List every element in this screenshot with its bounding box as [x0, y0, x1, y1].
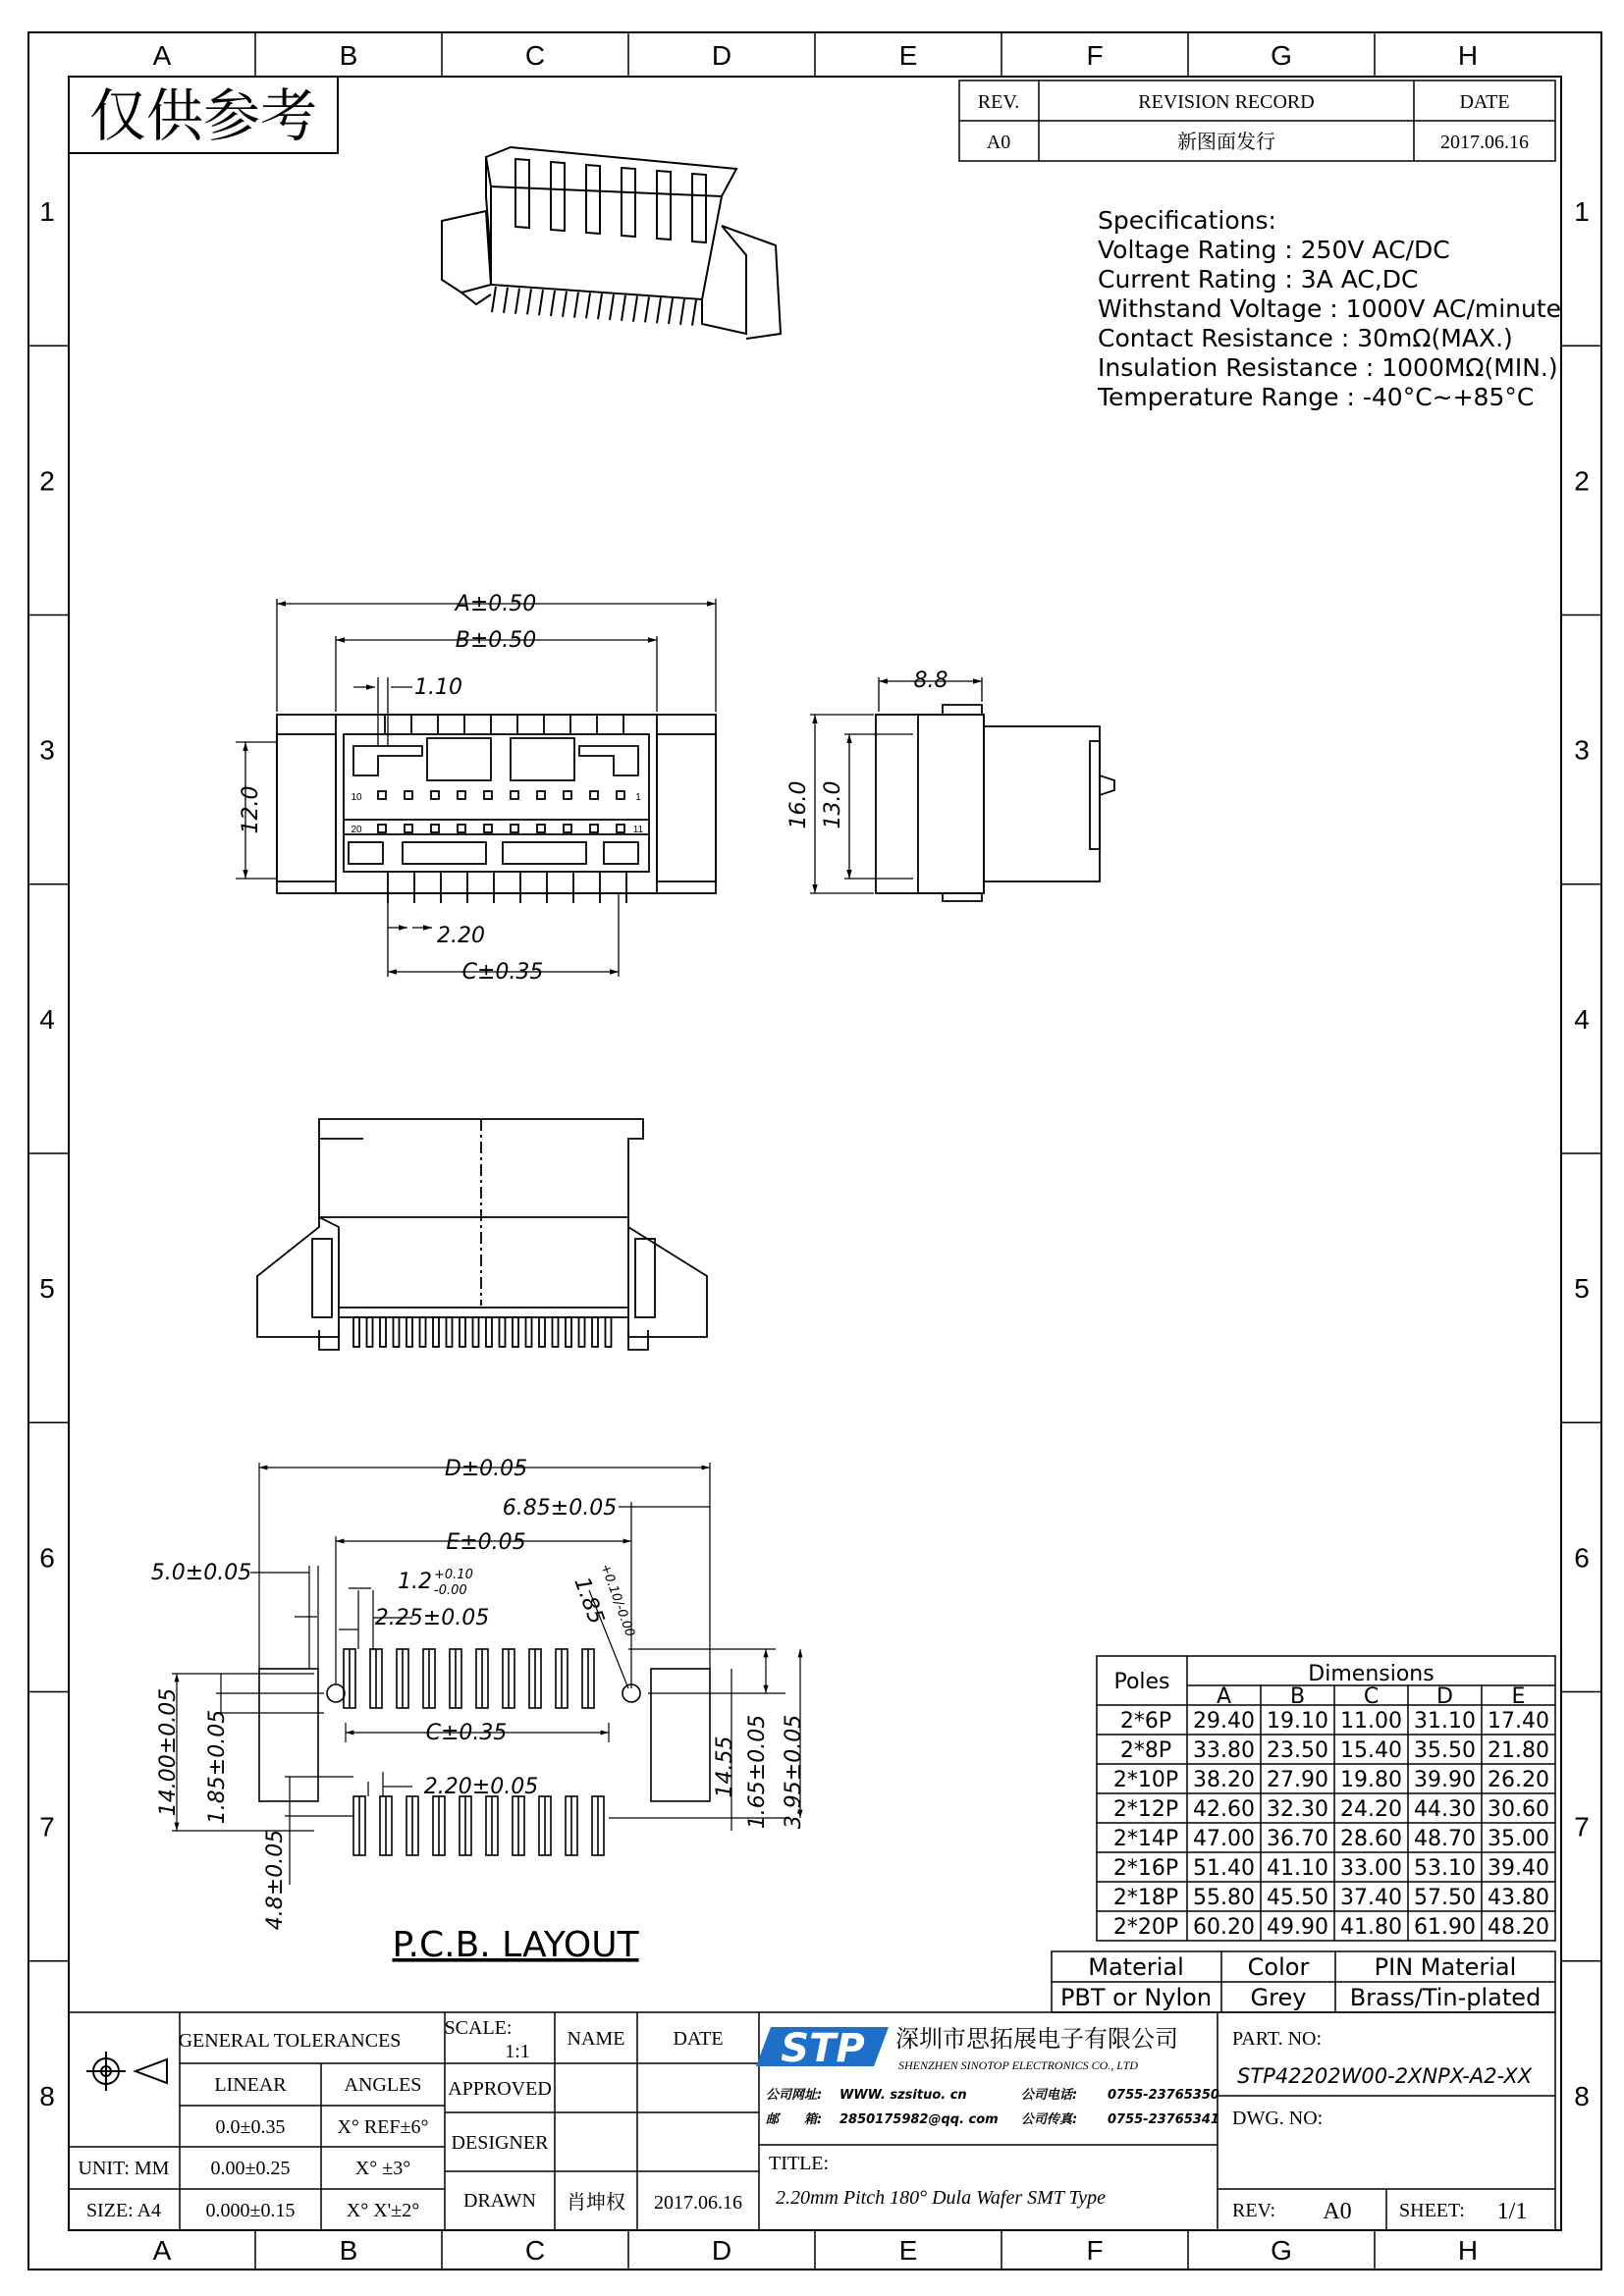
iso-pin — [539, 290, 543, 315]
material-header: Material — [1088, 1953, 1184, 1981]
angle-tol-2: X° ±3° — [354, 2158, 411, 2179]
iso-pin — [610, 294, 614, 320]
dim-cell: 19.80 — [1340, 1768, 1402, 1792]
dim-cell: 30.60 — [1488, 1797, 1549, 1822]
iso-slot — [551, 162, 565, 231]
bottom-pin — [486, 1317, 492, 1347]
dim-d: D±0.05 — [444, 1457, 528, 1481]
dim-cell: 35.50 — [1414, 1738, 1476, 1763]
dim-pitch: 2.20 — [437, 924, 485, 948]
pin-material-header: PIN Material — [1374, 1953, 1517, 1981]
rev-value-tb: A0 — [1323, 2199, 1352, 2224]
revision-record-header: REVISION RECORD — [1138, 91, 1315, 113]
dim-cell: 48.70 — [1414, 1827, 1476, 1851]
poles-cell: 2*18P — [1112, 1886, 1179, 1910]
angles-label: ANGLES — [344, 2074, 422, 2096]
pcb-layout — [259, 1649, 710, 1855]
dim-cell: 17.40 — [1488, 1709, 1549, 1734]
dim-c-top: C±0.35 — [461, 960, 544, 985]
iso-pin — [692, 300, 696, 326]
rev-value: A0 — [986, 132, 1011, 153]
front-contact — [511, 791, 518, 799]
spec-title: Specifications: — [1098, 206, 1276, 235]
dim-cell: 15.40 — [1340, 1738, 1402, 1763]
front-contact — [564, 825, 571, 832]
front-contact — [484, 825, 492, 832]
color-header: Color — [1247, 1953, 1310, 1981]
dim-cell: 21.80 — [1488, 1738, 1549, 1763]
angle-tol-1: X° REF±6° — [337, 2116, 429, 2138]
poles-header: Poles — [1113, 1670, 1170, 1694]
title-label: TITLE: — [769, 2153, 830, 2174]
front-key — [403, 842, 486, 864]
front-contact — [511, 825, 518, 832]
poles-cell: 2*8P — [1119, 1738, 1172, 1763]
front-dimensions — [236, 599, 716, 977]
dim-cell: 41.80 — [1340, 1915, 1402, 1940]
designer-label: DESIGNER — [451, 2132, 549, 2154]
dim-cell: 28.60 — [1340, 1827, 1402, 1851]
front-contact — [378, 791, 386, 799]
zone-row-label: 7 — [1574, 1811, 1590, 1842]
dim-6-85: 6.85±0.05 — [502, 1496, 618, 1521]
dim-4-8: 4.8±0.05 — [263, 1829, 288, 1931]
dim-14-00: 14.00±0.05 — [156, 1687, 181, 1817]
bottom-pin — [539, 1317, 545, 1347]
dim-cell: 29.40 — [1193, 1709, 1255, 1734]
iso-pin — [527, 289, 531, 314]
dim-3-95: 3.95±0.05 — [782, 1714, 806, 1830]
dwg-no-label: DWG. NO: — [1232, 2108, 1324, 2129]
drawn-label: DRAWN — [463, 2190, 536, 2212]
iso-slot — [692, 174, 706, 242]
iso-pin — [645, 296, 649, 322]
sheet-label: SHEET: — [1399, 2200, 1465, 2221]
name-header: NAME — [567, 2028, 625, 2050]
dim-height-13: 13.0 — [821, 780, 845, 829]
isometric-view — [442, 147, 781, 339]
iso-slot — [622, 168, 635, 237]
company-logo — [756, 2026, 889, 2071]
dim-cell: 27.90 — [1267, 1768, 1328, 1792]
zone-col-label: G — [1271, 2235, 1292, 2266]
bottom-pin — [592, 1317, 598, 1347]
iso-pin — [633, 296, 637, 322]
zone-col-label: D — [711, 40, 732, 71]
iso-pin — [574, 293, 578, 318]
pin-label-10: 10 — [351, 792, 362, 803]
dim-cell: 61.90 — [1414, 1915, 1476, 1940]
zone-col-label: D — [711, 2235, 732, 2266]
dim-cell: 55.80 — [1193, 1886, 1255, 1910]
dim-height-16: 16.0 — [786, 780, 811, 829]
dim-cell: 35.00 — [1488, 1827, 1549, 1851]
dim-cell: 47.00 — [1193, 1827, 1255, 1851]
bottom-pin — [433, 1317, 439, 1347]
dim-c-pcb: C±0.35 — [425, 1721, 508, 1745]
spec-withstand: Withstand Voltage : 1000V AC/minute — [1098, 294, 1562, 323]
dim-cell: 19.10 — [1267, 1709, 1328, 1734]
zone-col-label: E — [898, 40, 918, 71]
dim-1-85-diag: 1.85 — [568, 1574, 609, 1629]
front-contact — [564, 791, 571, 799]
dimensions-header: Dimensions — [1308, 1662, 1435, 1686]
pin-label-20: 20 — [351, 825, 362, 835]
dim-width-8-8: 8.8 — [913, 668, 948, 693]
dim-col-header: B — [1289, 1684, 1306, 1709]
tel-label: 公司电话: — [1021, 2088, 1078, 2103]
zone-col-label: C — [524, 40, 546, 71]
zone-col-label: G — [1271, 40, 1292, 71]
size-label: SIZE: A4 — [85, 2200, 162, 2221]
dim-5-0: 5.0±0.05 — [150, 1561, 252, 1585]
front-contact — [405, 825, 412, 832]
front-key — [503, 842, 586, 864]
zone-row-label: 1 — [39, 196, 55, 228]
front-contact — [431, 825, 439, 832]
scale-label: SCALE: — [444, 2017, 513, 2039]
front-contact — [431, 791, 439, 799]
dim-cell: 39.40 — [1488, 1856, 1549, 1881]
front-key — [604, 842, 638, 864]
dim-2-25: 2.25±0.05 — [374, 1606, 490, 1630]
bottom-pin — [513, 1317, 518, 1347]
front-view — [277, 715, 716, 903]
dim-cell: 49.90 — [1267, 1915, 1328, 1940]
dim-cell: 41.10 — [1267, 1856, 1328, 1881]
spec-contact: Contact Resistance : 30mΩ(MAX.) — [1098, 324, 1513, 352]
zone-col-label: B — [339, 40, 358, 71]
iso-pin — [551, 291, 555, 316]
dim-cell: 11.00 — [1340, 1709, 1402, 1734]
zone-col-label: F — [1086, 2235, 1104, 2266]
fax-value: 0755-23765341 — [1108, 2112, 1219, 2127]
drawn-name: 肖坤权 — [567, 2190, 625, 2214]
approved-label: APPROVED — [448, 2078, 552, 2100]
web-value: WWW. szsituo. cn — [839, 2088, 967, 2103]
zone-row-label: 7 — [39, 1811, 55, 1842]
part-no-value: STP42202W00-2XNPX-A2-XX — [1237, 2064, 1533, 2088]
front-contact — [405, 791, 412, 799]
scale-value: 1:1 — [505, 2041, 530, 2062]
front-contact — [617, 791, 624, 799]
dim-col-header: A — [1216, 1684, 1232, 1709]
iso-pin — [598, 294, 602, 319]
poles-cell: 2*6P — [1119, 1709, 1172, 1734]
iso-slot — [657, 171, 671, 240]
bottom-pin — [447, 1317, 453, 1347]
zone-row-label: 5 — [1574, 1273, 1590, 1305]
front-contact — [458, 825, 465, 832]
rev-header: REV. — [977, 91, 1020, 113]
dim-cell: 24.20 — [1340, 1797, 1402, 1822]
zone-row-label: 1 — [1574, 196, 1590, 228]
bottom-pin — [566, 1317, 571, 1347]
angle-tol-3: X° X'±2° — [346, 2200, 420, 2221]
dim-cell: 44.30 — [1414, 1797, 1476, 1822]
material-value: PBT or Nylon — [1059, 1984, 1213, 2011]
bottom-pin — [553, 1317, 559, 1347]
poles-cell: 2*14P — [1112, 1827, 1179, 1851]
dim-cell: 48.20 — [1488, 1915, 1549, 1940]
dim-height-12: 12.0 — [239, 785, 263, 834]
date-header-tb: DATE — [673, 2028, 724, 2050]
title-value: 2.20mm Pitch 180° Dula Wafer SMT Type — [776, 2187, 1106, 2209]
iso-pin — [669, 298, 673, 324]
zone-row-label: 2 — [1574, 465, 1590, 497]
iso-pin — [622, 295, 625, 321]
zone-row-label: 8 — [1574, 2080, 1590, 2111]
company-name-cn: 深圳市思拓展电子有限公司 — [895, 2025, 1178, 2053]
dim-1-2-tol-up: +0.10 — [434, 1568, 473, 1582]
dim-2-20: 2.20±0.05 — [423, 1775, 539, 1799]
dim-cell: 43.80 — [1488, 1886, 1549, 1910]
dim-cell: 38.20 — [1193, 1768, 1255, 1792]
front-key — [349, 842, 383, 864]
linear-tol-2: 0.00±0.25 — [210, 2158, 291, 2179]
front-contact — [590, 791, 598, 799]
spec-voltage: Voltage Rating : 250V AC/DC — [1098, 236, 1450, 264]
dim-cell: 31.10 — [1414, 1709, 1476, 1734]
linear-tol-1: 0.0±0.35 — [215, 2116, 286, 2138]
tel-value: 0755-23765350 — [1108, 2088, 1219, 2103]
dim-1-85-diag-tol: +0.10/-0.00 — [597, 1562, 637, 1639]
front-contact — [590, 825, 598, 832]
poles-cell: 2*16P — [1112, 1856, 1179, 1881]
dim-e: E±0.05 — [446, 1530, 526, 1555]
sheet-value: 1/1 — [1496, 2199, 1528, 2224]
dim-b: B±0.50 — [455, 628, 537, 653]
bottom-pin — [606, 1317, 612, 1347]
poles-cell: 2*12P — [1112, 1797, 1179, 1822]
zone-col-label: B — [339, 2235, 358, 2266]
watermark-text: 仅供参考 — [88, 82, 318, 149]
dim-cell: 36.70 — [1267, 1827, 1328, 1851]
fax-label: 公司传真: — [1021, 2112, 1078, 2127]
iso-pin — [586, 293, 590, 318]
zone-row-label: 4 — [39, 1003, 55, 1035]
dim-cell: 23.50 — [1267, 1738, 1328, 1763]
logo-text: STP — [781, 2026, 865, 2071]
revision-date-value: 2017.06.16 — [1440, 132, 1529, 153]
dim-col-header: D — [1436, 1684, 1453, 1709]
dim-pitch-top: 1.10 — [414, 675, 462, 700]
dim-cell: 51.40 — [1193, 1856, 1255, 1881]
drawn-date: 2017.06.16 — [654, 2192, 742, 2214]
bottom-pin — [526, 1317, 532, 1347]
dim-cell: 26.20 — [1488, 1768, 1549, 1792]
dim-1-2: 1.2 — [398, 1570, 432, 1594]
spec-temperature: Temperature Range : -40°C~+85°C — [1098, 383, 1535, 411]
iso-slot — [586, 165, 600, 234]
zone-col-label: H — [1457, 2235, 1479, 2266]
zone-col-label: E — [898, 2235, 918, 2266]
poles-cell: 2*20P — [1112, 1915, 1179, 1940]
web-label: 公司网址: — [766, 2088, 823, 2103]
iso-pin — [657, 297, 661, 323]
general-tolerances-label: GENERAL TOLERANCES — [178, 2030, 402, 2052]
pin-label-1: 1 — [635, 792, 641, 803]
bottom-pin — [406, 1317, 412, 1347]
front-contact — [617, 825, 624, 832]
dim-cell: 53.10 — [1414, 1856, 1476, 1881]
dim-col-header: C — [1363, 1684, 1380, 1709]
bottom-pin — [353, 1317, 359, 1347]
dim-cell: 37.40 — [1340, 1886, 1402, 1910]
company-name-en: SHENZHEN SINOTOP ELECTRONICS CO., LTD — [898, 2058, 1139, 2072]
front-contact — [458, 791, 465, 799]
pin-label-11: 11 — [632, 825, 644, 835]
front-contact — [537, 825, 545, 832]
date-header: DATE — [1459, 91, 1510, 113]
zone-row-label: 2 — [39, 465, 55, 497]
dim-14-55: 14.55 — [713, 1735, 737, 1798]
dim-1-85: 1.85±0.05 — [205, 1709, 230, 1825]
part-no-label: PART. NO: — [1232, 2028, 1323, 2050]
zone-row-label: 6 — [39, 1542, 55, 1574]
dim-cell: 32.30 — [1267, 1797, 1328, 1822]
iso-pin — [563, 292, 567, 317]
zone-row-label: 8 — [39, 2080, 55, 2111]
zone-row-label: 3 — [1574, 734, 1590, 766]
bottom-pin — [420, 1317, 426, 1347]
dim-cell: 39.90 — [1414, 1768, 1476, 1792]
zone-row-label: 6 — [1574, 1542, 1590, 1574]
pin-material-value: Brass/Tin-plated — [1349, 1984, 1542, 2011]
iso-slot — [515, 159, 529, 228]
zone-col-label: A — [152, 40, 172, 71]
dim-cell: 60.20 — [1193, 1915, 1255, 1940]
bottom-pin — [460, 1317, 465, 1347]
zone-col-label: H — [1457, 40, 1479, 71]
bottom-pin — [500, 1317, 506, 1347]
iso-pin — [515, 289, 519, 314]
zone-row-label: 5 — [39, 1273, 55, 1305]
dim-a: A±0.50 — [455, 592, 537, 616]
projection-symbol — [86, 2052, 167, 2091]
spec-insulation: Insulation Resistance : 1000MΩ(MIN.) — [1098, 353, 1558, 382]
revision-record-value: 新图面发行 — [1177, 130, 1275, 153]
zone-col-label: C — [524, 2235, 546, 2266]
dim-1-2-tol-dn: -0.00 — [434, 1583, 467, 1598]
bottom-pin — [394, 1317, 400, 1347]
dim-1-65: 1.65±0.05 — [745, 1714, 770, 1830]
iso-pin — [492, 287, 496, 312]
zone-col-label: A — [152, 2235, 172, 2266]
dim-col-header: E — [1511, 1684, 1526, 1709]
dim-cell: 33.80 — [1193, 1738, 1255, 1763]
bottom-view — [257, 1119, 707, 1350]
front-contact — [484, 791, 492, 799]
linear-tol-3: 0.000±0.15 — [205, 2200, 296, 2221]
unit-label: UNIT: MM — [78, 2158, 170, 2179]
spec-current: Current Rating : 3A AC,DC — [1098, 265, 1419, 294]
mail-label: 邮 箱: — [766, 2112, 823, 2127]
mail-value: 2850175982@qq. com — [839, 2112, 999, 2127]
zone-row-label: 3 — [39, 734, 55, 766]
dim-cell: 45.50 — [1267, 1886, 1328, 1910]
poles-cell: 2*10P — [1112, 1768, 1179, 1792]
dim-cell: 57.50 — [1414, 1886, 1476, 1910]
dim-cell: 42.60 — [1193, 1797, 1255, 1822]
rev-label-tb: REV: — [1232, 2200, 1276, 2221]
zone-col-label: F — [1086, 40, 1104, 71]
bottom-pin — [473, 1317, 479, 1347]
zone-row-label: 4 — [1574, 1003, 1590, 1035]
iso-pin — [680, 299, 684, 325]
bottom-pin — [579, 1317, 585, 1347]
color-value: Grey — [1250, 1984, 1307, 2011]
iso-pin — [504, 288, 508, 313]
bottom-pin — [380, 1317, 386, 1347]
specifications — [1097, 206, 1561, 411]
bottom-pin — [367, 1317, 373, 1347]
dim-cell: 33.00 — [1340, 1856, 1402, 1881]
front-contact — [378, 825, 386, 832]
pcb-layout-title: P.C.B. LAYOUT — [392, 1925, 639, 1965]
front-contact — [537, 791, 545, 799]
linear-label: LINEAR — [214, 2074, 287, 2096]
